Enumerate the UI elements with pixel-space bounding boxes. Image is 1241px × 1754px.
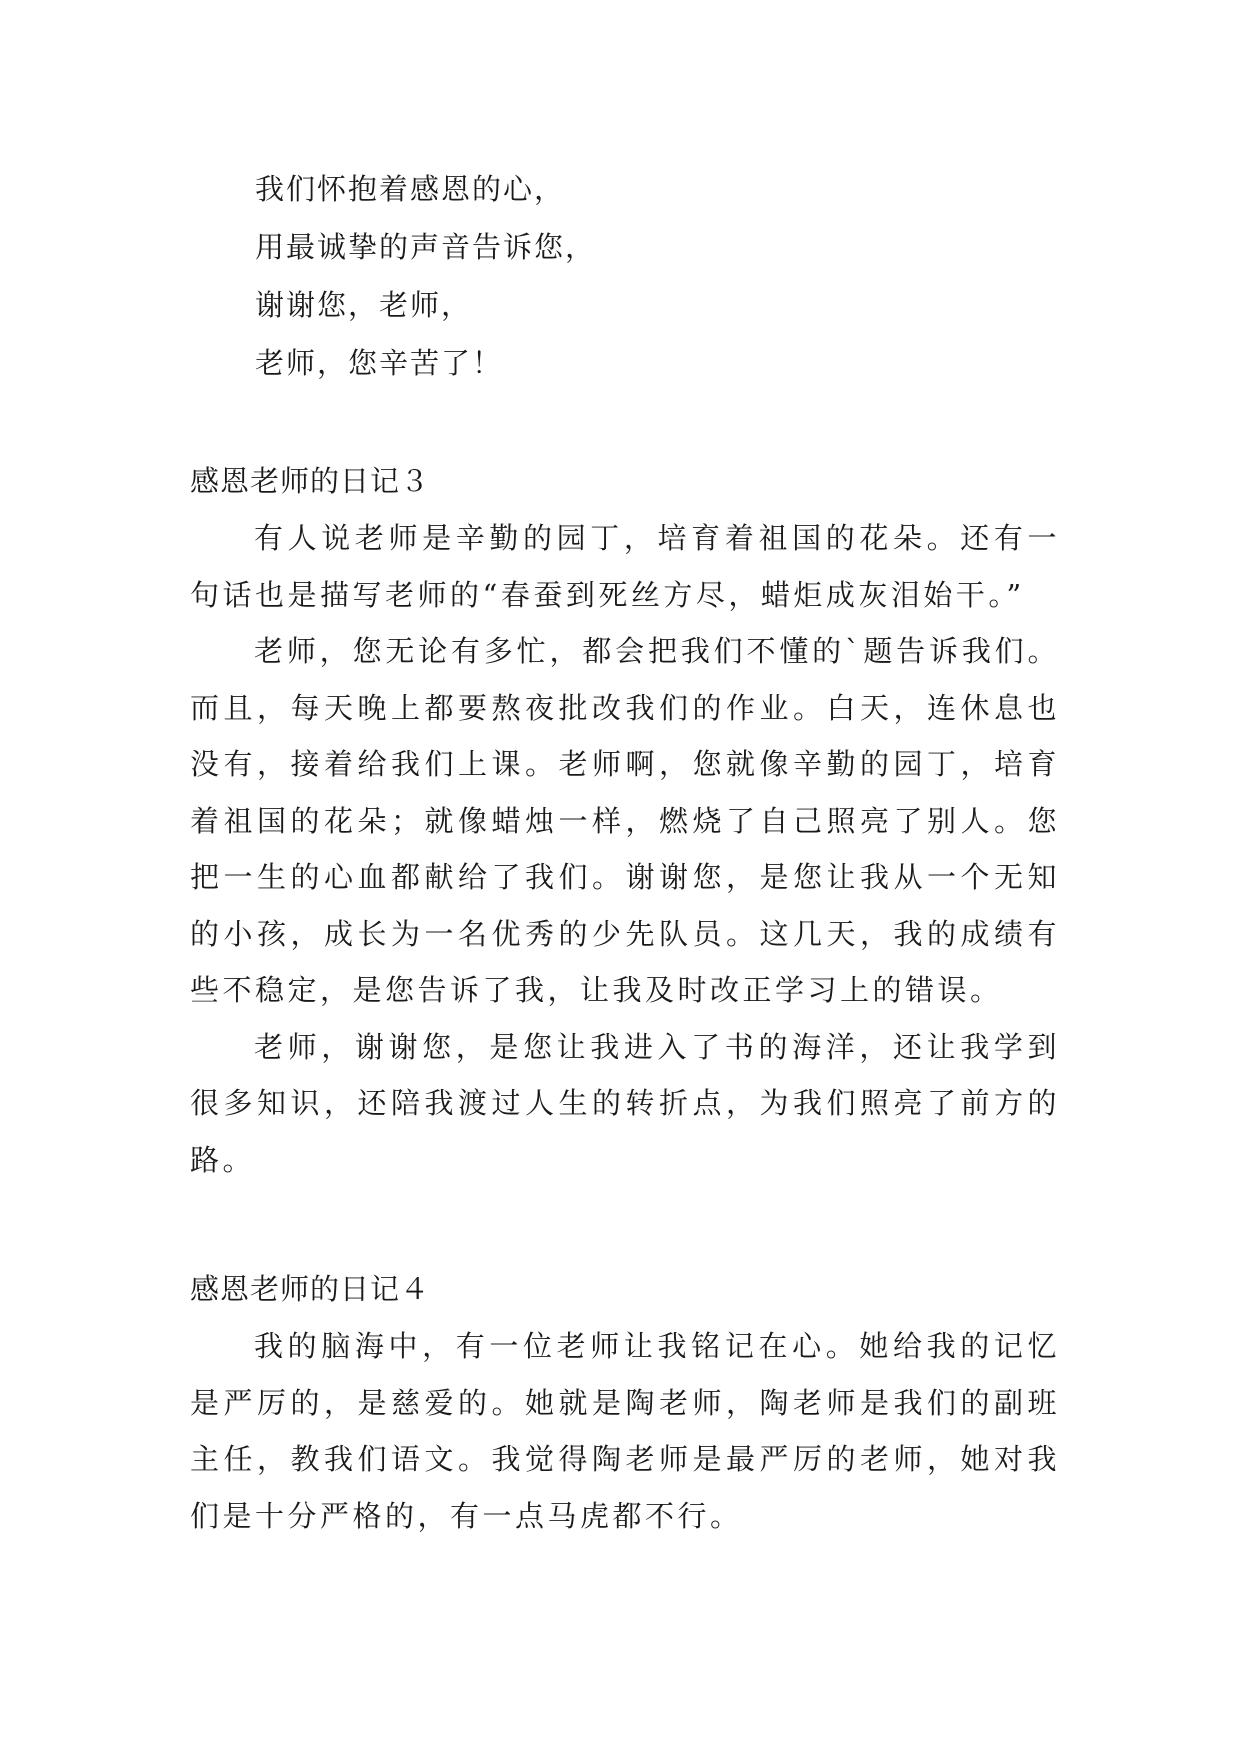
paragraph: 老师，您无论有多忙，都会把我们不懂的`题告诉我们。而且，每天晚上都要熬夜批改我们的作业。白天，连休息也没有，接着给我们上课。老师啊，您就像辛勤的园丁，培育着祖国的花朵；就像蜡烛一样，燃烧了自己照亮了别人。您把一生的心血都献给了我们。谢谢您，是您让我从一个无知的小孩，成长为一名优秀的少先队员。这几天，我的成绩有些不稳定，是您告诉了我，让我及时改正学习上的错误。 [190,634,1060,1007]
paragraph: 老师，谢谢您，是您让我进入了书的海洋，还让我学到很多知识，还陪我渡过人生的转折点，为我们照亮了前方的路。 [190,1029,1060,1177]
section-heading: 感恩老师的日记４ [190,1272,431,1306]
diary-entry-3 [190,452,1060,1188]
section-heading: 感恩老师的日记３ [190,464,431,498]
poem-block [255,160,1055,392]
poem-line: 谢谢您，老师， [255,288,473,322]
paragraph: 有人说老师是辛勤的园丁，培育着祖国的花朵。还有一句话也是描写老师的“春蚕到死丝方尽，蜡炬成灰泪始干。” [190,521,1060,612]
diary-entry-4 [190,1260,1060,1544]
poem-line: 我们怀抱着感恩的心， [255,172,566,206]
paragraph: 我的脑海中，有一位老师让我铭记在心。她给我的记忆是严厉的，是慈爱的。她就是陶老师，陶老师是我们的副班主任，教我们语文。我觉得陶老师是最严厉的老师，她对我们是十分严格的，有一点马虎都不行。 [190,1329,1060,1533]
poem-line: 用最诚挚的声音告诉您， [255,230,597,264]
poem-line: 老师，您辛苦了！ [255,346,504,380]
